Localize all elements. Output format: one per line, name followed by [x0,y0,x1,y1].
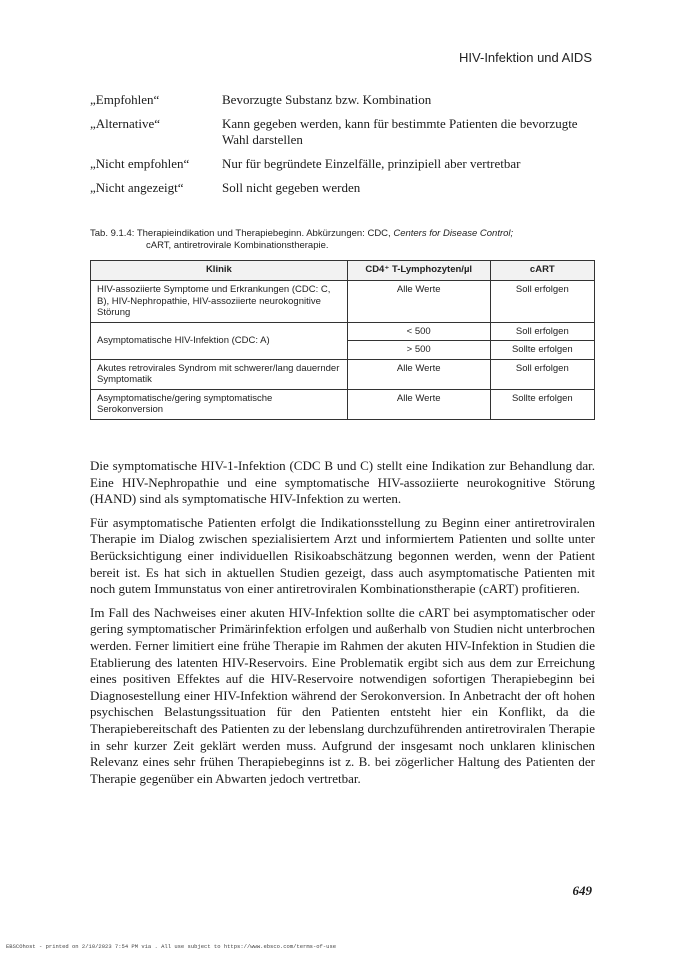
table-caption [90,228,595,252]
header-klinik: Klinik [91,261,348,281]
table-row [91,281,595,323]
print-footer: EBSCOhost - printed on 2/10/2023 7:54 PM via . All use subject to https://www.ebsco.com/terms-of-use [6,943,337,950]
definition-row [90,92,595,108]
caption-italic: Centers for Disease Control; [393,228,514,239]
cell-cart: Soll erfolgen [490,359,594,389]
table-row [91,359,595,389]
definition-description: Kann gegeben werden, kann für bestimmte Patienten die bevorzugte Wahl darstellen [222,116,578,147]
table-header-row [91,261,595,281]
cell-klinik: Asymptomatische HIV-Infektion (CDC: A) [91,322,348,359]
cell-cart: Soll erfolgen [490,322,594,341]
cell-cart: Sollte erfolgen [490,341,594,360]
paragraph: Die symptomatische HIV-1-Infektion (CDC B und C) stellt eine Indikation zur Behandlung dar. Eine HIV-Nephropathie und eine symptomatische HIV-assoziierte neurokognitive Störung (HAND) sind als symptomatische HIV-Infektion zu werten. [90,458,595,507]
cell-cd4: > 500 [347,341,490,360]
definition-description: Soll nicht gegeben werden [222,180,361,195]
paragraph: Im Fall des Nachweises einer akuten HIV-Infektion sollte die cART bei asymptomatischer oder gering symptomatischer Primärinfektion erfolgen und außerhalb von Studien nicht unterbrochen werden. Ferner limitiert eine frühe Therapie im Rahmen der akuten HIV-Infektion in Studien die Etablierung des latenten HIV-Reservoirs. Eine Problematik ergibt sich aus dem zur Erreichung eines positiven Effektes auf die HIV-Reservoire notwendigen sofortigen Therapiebeginn bei Diagnosestellung einer HIV-Infektion während der Serokonversion. In Anbetracht der oft hohen psychischen Belastungssituation für den Patienten entsteht hier ein Konflikt, da die Therapiebereitschaft des Patienten zu der lebenslang durchzuführenden antiretroviralen Therapie in sehr kurzer Zeit geklärt werden muss. Aufgrund der insgesamt noch unklaren klinischen Relevanz eines sehr frühen Therapiebeginns ist z. B. bei zögerlicher Haltung des Patienten der Therapie gegenüber ein Abwarten jedoch vertretbar. [90,604,595,786]
definition-row [90,156,595,172]
therapy-table [90,260,595,420]
caption-text: Tab. 9.1.4: Therapieindikation und Therapiebeginn. Abkürzungen: CDC, [90,228,391,239]
definition-term: „Empfohlen“ [90,92,160,107]
definition-row [90,180,595,196]
cell-cd4: Alle Werte [347,281,490,323]
definition-list [90,92,595,204]
paragraph: Für asymptomatische Patienten erfolgt die Indikationsstellung zu Beginn einer antiretroviralen Therapie im Dialog zwischen spezialisiertem Arzt und informiertem Patienten und sollte unter Berücksichtigung einer individuellen Risikoabschätzung begonnen werden, wenn der Patient bereit ist. Es hat sich in aktuellen Studien gezeigt, dass auch asymptomatische Patienten mit noch gutem Immunstatus von einer antiretroviralen Kombinationstherapie (cART) profitieren. [90,514,595,597]
caption-text-line2: cART, antiretrovirale Kombinationstherapie. [146,240,329,251]
header-cart: cART [490,261,594,281]
page-number: 649 [572,883,592,898]
cell-cart: Sollte erfolgen [490,389,594,419]
definition-term: „Nicht angezeigt“ [90,180,184,195]
cell-cart: Soll erfolgen [490,281,594,323]
definition-description: Bevorzugte Substanz bzw. Kombination [222,92,432,107]
cell-klinik: Akutes retrovirales Syndrom mit schwerer/lang dauernder Symptomatik [91,359,348,389]
body-text [90,458,595,794]
cell-cd4: Alle Werte [347,389,490,419]
cell-cd4: < 500 [347,322,490,341]
cell-klinik: Asymptomatische/gering symptomatische Serokonversion [91,389,348,419]
cell-cd4: Alle Werte [347,359,490,389]
definition-term: „Alternative“ [90,116,161,131]
definition-row [90,116,595,148]
table-row [91,322,595,341]
definition-description: Nur für begründete Einzelfälle, prinzipiell aber vertretbar [222,156,521,171]
table-row [91,389,595,419]
header-cd4: CD4⁺ T-Lymphozyten/µl [347,261,490,281]
running-head: HIV-Infektion und AIDS [459,50,592,65]
definition-term: „Nicht empfohlen“ [90,156,190,171]
cell-klinik: HIV-assoziierte Symptome und Erkrankungen (CDC: C, B), HIV-Nephropathie, HIV-assoziierte neurokognitive Störung [91,281,348,323]
